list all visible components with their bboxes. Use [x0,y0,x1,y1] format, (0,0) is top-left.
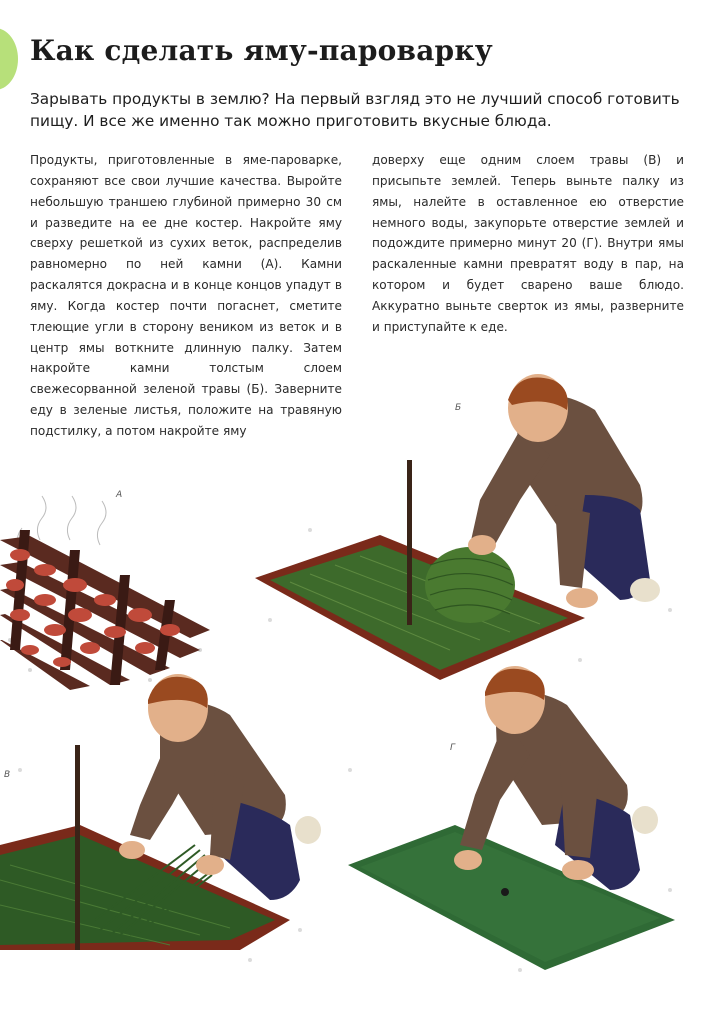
section-tab-marker [0,28,18,90]
illustration-v-cover-grass [0,650,330,970]
lead-paragraph: Зарывать продукты в землю? На первый взгляд это не лучший способ готовить пищу. И все же именно так можно приготовить вкусные блюда. [30,90,680,130]
body-column-left: Продукты, приготовленные в яме-пароварке, сохраняют все свои лучшие качества. Выройте небольшую траншею глубиной примерно 30 см и разведите на ее дне костер. Накройте яму сверху решеткой из сухих веток, распределив равномерно по ней камни (А). Камни раскалятся докрасна и в конце концов упадут в яму. Когда костер почти погаснет, сметите тлеющие угли в сторону веником из веток и в центр ямы воткните длинную палку. Затем накройте камни толстым слоем свежесорванной зеленой травы (Б). Заверните еду в зеленые листья, положите на травяную подстилку, а потом накройте яму [30,153,342,438]
figure-label-b: Б [455,403,462,413]
illustration-g-finished-pit [340,660,695,980]
figure-label-g: Г [450,743,456,753]
figure-label-a: А [116,490,123,500]
page-title: Как сделать яму-пароварку [30,34,493,67]
illustration-b-grass-layer [250,360,700,700]
figure-label-v: В [4,770,11,780]
body-column-right: доверху еще одним слоем травы (В) и присыпьте землей. Теперь выньте палку из ямы, налейте в оставленное ею отверстие немного воды, закупорьте отверстие землей и подождите примерно минут 20 (Г). Внутри ямы раскаленные камни превратят воду в пар, на котором и будет сварено ваше блюдо. Аккуратно выньте сверток из ямы, разверните и приступайте к еде. [372,153,684,334]
